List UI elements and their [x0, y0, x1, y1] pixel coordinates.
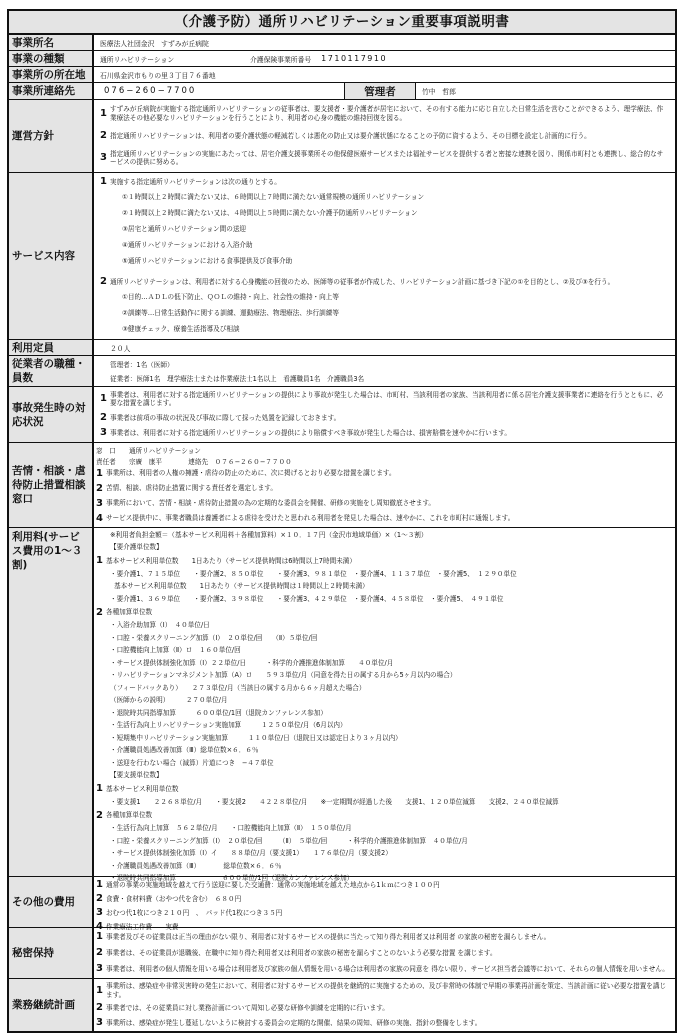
care-addition: ・生活行為向上リハビリテーション実施加算 １２５０単位/月（6月以内）	[110, 721, 347, 729]
contact-label: 事業所連絡先	[9, 83, 94, 99]
item-number: 3	[96, 963, 103, 974]
service-item	[100, 277, 669, 287]
service-subitem: ①１時間以上２時間に満たない又は、６時間以上７時間に満たない通常規模の通所リハビリテーション	[122, 193, 425, 201]
bcp-cell	[94, 979, 675, 1031]
care-addition: ・入浴介助加算（Ⅰ） ４０単位/日	[110, 621, 210, 629]
care-addition: ・退院時共同指導加算 ６００単位/1回（退院カンファレンス参加）	[110, 708, 327, 717]
care-addition: （フィードバックあり） ２７３単位/月（当該日の属する月から６ヶ月超えた場合）	[110, 683, 366, 692]
item-text: おむつ代1枚につき２１０円 、 パッド代1枚につき３５円	[106, 908, 283, 917]
business-type-value: 通所リハビリテーション	[100, 55, 175, 64]
complaint-responsible: 責任者 宗廣 康平 連絡先 ０７６−２６０−７７００	[96, 457, 292, 466]
item-text: 指定通所リハビリテーションは、利用者の要介護状態の軽減若しくは悪化の防止又は要介護状態になることの予防に資するよう、その目標を設定し計画的に行う。	[110, 131, 591, 140]
support-basic-item	[96, 784, 669, 794]
office-name-label: 事業所名	[9, 35, 94, 50]
policy-row	[9, 100, 675, 173]
complaint-item	[96, 484, 669, 494]
item-number: 2	[96, 482, 103, 494]
item-text: 実施する指定通所リハビリテーションは次の通りとする。	[110, 177, 281, 186]
service-subitem: ⑤通所リハビリテーションにおける食事提供及び食事介助	[122, 257, 293, 265]
accident-row	[9, 387, 675, 443]
support-addition: ・生活行為向上加算 ５６２単位/月 ・口腔機能向上加算（Ⅱ） １５０単位/月	[110, 824, 352, 832]
confidentiality-label: 秘密保持	[9, 928, 94, 978]
item-number: 4	[96, 921, 103, 932]
item-number: 2	[96, 809, 103, 821]
policy-label: 運営方針	[9, 100, 94, 172]
policy-item	[100, 105, 669, 122]
item-number: 2	[96, 947, 103, 958]
item-text: 基本サービス利用単位数	[106, 784, 179, 793]
contact-cell	[94, 83, 675, 99]
manager-label: 管理者	[344, 83, 416, 99]
fee-formula: ※利用者負担金額＝（基本サービス利用料＋各種加算料）×１０．１７円（金沢市地域単価）×（1〜３割）	[110, 530, 428, 539]
item-text: 事業者は、その従業員が退職後、在職中に知り得た利用者又は利用者の家族の秘密を漏らすことのないよう必要な措置 を講じます。	[106, 948, 497, 957]
item-text: 作業療法工作費 実費	[106, 922, 179, 931]
complaint-item	[96, 514, 669, 524]
care-basic-short-units: ・要介護1、３６９単位 ・要介護2、３９８単位 ・要介護3、４２９単位 ・要介護4、４５８単位 ・要介護5、 ４９１単位	[110, 594, 504, 603]
service-label: サービス内容	[9, 173, 94, 339]
policy-item	[100, 150, 669, 167]
complaint-row	[9, 443, 675, 528]
accident-item	[100, 428, 669, 438]
care-units-header: 【要介護単位数】	[110, 543, 163, 551]
item-text: 食費・食材料費（おやつ代を含む） ６８０円	[106, 894, 242, 903]
item-number: 3	[100, 427, 107, 439]
support-addition: ・退院時共同指導加算 ６００単位/1回（退院カンファレンス参加）	[110, 874, 354, 882]
item-text: 事業所は、感染症が発生し蔓延しないように検討する委員会の定期的な開催、結果の周知、研修の実施、指針の整備をします。	[106, 1018, 482, 1027]
office-name-row	[9, 35, 675, 51]
care-addition-item	[96, 608, 669, 618]
item-text: 各種加算単位数	[106, 811, 153, 820]
item-number: 3	[96, 497, 103, 509]
address-value: 石川県金沢市もりの里３丁目７６番地	[100, 71, 216, 80]
complaint-label: 苦情・相談・虐待防止措置相談窓口	[9, 443, 94, 527]
bcp-row	[9, 979, 675, 1031]
policy-cell	[94, 100, 675, 172]
address-row	[9, 67, 675, 83]
business-type-row	[9, 51, 675, 67]
item-text: サービス提供中に、事業者職員は養護者による虐待を受けたと思われる利用者を発見した場合は、速やかに、これを市町村に通報します。	[106, 514, 515, 523]
item-text: 基本サービス利用単位数 1日あたり（サービス提供時間は6時間以上7時間未満）	[106, 556, 356, 565]
service-subitem: ③健康チェック、療養生活指導及び相談	[122, 325, 240, 333]
item-text: 各種加算単位数	[106, 608, 153, 617]
item-number: 1	[96, 555, 103, 566]
item-number: 2	[100, 411, 107, 423]
care-addition: ・送迎を行わない場合（減算）片道につき −４７単位	[110, 758, 274, 767]
complaint-item	[96, 469, 669, 479]
insurance-number-label: 介護保険事業所番号	[250, 55, 312, 64]
care-basic-units: ・要介護1、７１５単位 ・要介護2、８５０単位 ・要介護3、９８１単位 ・要介護4、１１３７単位 ・要介護5、 １２９０単位	[110, 569, 517, 578]
service-subitem: ④通所リハビリテーションにおける入浴介助	[122, 241, 253, 249]
support-addition-item	[96, 811, 669, 821]
policy-item	[100, 131, 669, 141]
confidentiality-row	[9, 928, 675, 979]
item-text: 苦情、相談、虐待防止措置に関する責任者を選定します。	[106, 484, 277, 493]
support-units-header: 【要支援単位数】	[110, 771, 163, 779]
item-number: 2	[96, 1002, 103, 1014]
care-addition: ・口腔・栄養スクリーニング加算（Ⅰ） ２０単位/回 （Ⅱ）５単位/回	[110, 633, 318, 642]
item-number: 1	[96, 931, 103, 942]
bcp-item	[96, 1018, 669, 1028]
accident-item	[100, 391, 669, 408]
care-addition: ・口腔機能向上加算（Ⅱ）ロ １６０単位/回	[110, 646, 241, 654]
confidentiality-cell	[94, 928, 675, 978]
business-type-line	[100, 54, 669, 64]
staff-workers: 従業者：医師1名 理学療法士または作業療法士1名以上 看護職員1名 介護職員3名	[110, 375, 365, 383]
support-addition: ・サービス提供体制強化加算（Ⅰ）イ ８８単位/月（要支援1） １７６単位/月（要支援2）	[110, 849, 392, 857]
fees-label: 利用料(サービス費用の1〜３割)	[9, 528, 94, 876]
item-text: 事業者は前項の事故の状況及び事故に際して採った処置を記録しておきます。	[110, 413, 341, 422]
support-addition: ・口腔・栄養スクリーニング加算（Ⅰ） ２０単位/回 （Ⅱ） ５単位/回 ・科学的介護推進体制加算 ４０単位/月	[110, 836, 468, 845]
other-fees-cell	[94, 874, 675, 932]
capacity-value: ２０人	[110, 344, 131, 353]
office-phone: 076−260−7700	[104, 86, 197, 96]
care-addition: ・短期集中リハビリテーション実施加算 １１０単位/日（退院日又は認定日より３ヶ月以内）	[110, 733, 402, 742]
item-number: 2	[100, 276, 107, 287]
item-number: 3	[96, 907, 103, 918]
support-basic-units: ・要支援1 ２２６８単位/月 ・要支援2 ４２２８単位/月 ※一定期間が経過した後 支援1、１２０単位減算 支援2、２４０単位減算	[110, 797, 559, 806]
other-fees-label: その他の費用	[9, 877, 94, 927]
complaint-cell	[94, 443, 675, 527]
other-fee-item	[96, 908, 669, 918]
confidentiality-item	[96, 964, 669, 974]
bcp-label: 業務継続計画	[9, 979, 94, 1031]
accident-label: 事故発生時の対応状況	[9, 387, 94, 442]
item-text: 事業所は、利用者の人権の擁護・虐待の防止のために、次に掲げるとおり必要な措置を講じます。	[106, 469, 396, 478]
item-number: 1	[100, 176, 107, 187]
fees-cell	[94, 528, 675, 882]
staff-row	[9, 356, 675, 387]
item-number: 2	[100, 129, 107, 141]
care-addition: ・リハビリテーションマネジメント加算（A）ロ ５９３単位/月（同意を得た日の属する月から5ヶ月以内の場合）	[110, 671, 457, 679]
item-number: 3	[96, 1016, 103, 1028]
care-addition: ・介護職員処遇改善加算（Ⅲ）総単位数×６．６％	[110, 746, 259, 754]
business-type-label: 事業の種類	[9, 51, 94, 66]
item-text: すずみが丘病院が実施する指定通所リハビリテーションの従事者は、要支援者・要介護者が居宅において、その有する能力に応じ自立した日常生活を営むことができるよう、理学療法、作業療法その他必要なリハビリテーションを行うことにより、利用者の心身の機能の維持回復を図る。	[110, 105, 664, 122]
capacity-label: 利用定員	[9, 340, 94, 355]
item-number: 2	[96, 893, 103, 904]
item-number: 1	[96, 879, 103, 890]
confidentiality-item	[96, 948, 669, 958]
item-number: 3	[100, 152, 107, 164]
item-number: 1	[96, 467, 103, 479]
support-addition: ・介護職員処遇改善加算（Ⅲ） 総単位数×６．６％	[110, 861, 282, 870]
item-text: 通常の事業の実施地域を越えて行う送迎に要した交通費：通常の実施地域を越えた地点から1ｋｍにつき１００円	[106, 880, 440, 889]
item-number: 1	[96, 783, 103, 794]
item-text: 事業者は、利用者の個人情報を用いる場合は利用者及び家族の個人情報を用いる場合は利用者の家族の同意を 得ない限り、サービス担当者会議等において、それらの個人情報を用いません。	[106, 964, 669, 973]
item-number: 1	[100, 107, 107, 119]
item-number: 1	[96, 984, 103, 996]
service-subitem: ③居宅と通所リハビリテーション間の送迎	[122, 225, 247, 233]
service-subitem: ②訓練等…日常生活動作に関する訓練、運動療法、物理療法、歩行訓練等	[122, 309, 339, 317]
accident-item	[100, 413, 669, 423]
item-text: 事業所において、苦情・相談・虐待防止措置の為の定期的な委員会を開催、研修の実施をし周知徹底させます。	[106, 499, 436, 508]
care-basic-item	[96, 556, 669, 566]
confidentiality-item	[96, 932, 669, 942]
fees-row	[9, 528, 675, 882]
accident-cell	[94, 387, 675, 442]
capacity-row	[9, 340, 675, 356]
document-title: （介護予防）通所リハビリテーション重要事項説明書	[9, 11, 675, 35]
staff-cell	[94, 356, 675, 386]
bcp-item	[96, 982, 669, 999]
address-label: 事業所の所在地	[9, 67, 94, 82]
complaint-item	[96, 499, 669, 509]
service-item	[100, 177, 669, 187]
service-row	[9, 173, 675, 340]
item-number: 2	[96, 606, 103, 618]
service-subitem: ②１時間以上２時間に満たない又は、４時間以上５時間に満たない介護予防通所リハビリテーション	[122, 209, 418, 217]
manager-name: 竹中 哲郎	[422, 88, 456, 96]
item-text: 事業者では、その従業員に対し業務計画について周知し必要な研修や訓練を定期的に行います。	[106, 1004, 389, 1013]
item-text: 事業所は、感染症や非常災害時の発生において、利用者に対するサービスの提供を継続的に実施するための、及び非常時の体制で早期の事業再計画を策定、当該計画に従い必要な措置を講じます。	[106, 982, 667, 999]
other-fee-item	[96, 894, 669, 904]
item-text: 事業者及びその従業員は正当の理由がない限り、利用者に対するサービスの提供に当たって知り得た利用者又は利用者 の家族の秘密を漏らしません。	[106, 932, 551, 941]
other-fees-row	[9, 874, 675, 932]
important-matters-document	[7, 9, 677, 1033]
bcp-item	[96, 1003, 669, 1013]
insurance-number-value: 1710117910	[321, 54, 388, 63]
care-addition: ・サービス提供体制強化加算（Ⅰ）２２単位/日 ・科学的介護推進体制加算 ４０単位/月	[110, 658, 394, 667]
staff-label: 従業者の職種・員数	[9, 356, 94, 386]
item-text: 事業者は、利用者に対する指定通所リハビリテーションの提供により賠償すべき事故が発生した場合は、損害賠償を速やかに行います。	[110, 429, 511, 438]
item-text: 通所リハビリテーションは、利用者に対する心身機能の回復のため、医師等の従事者が作成した、リハビリテーション計画に基づき下記の①を目的とし、②及び③を行う。	[110, 277, 615, 286]
contact-row	[9, 83, 675, 100]
item-text: 事業者は、利用者に対する指定通所リハビリテーションの提供により事故が発生した場合は、市町村、当該利用者の家族、当該利用者に係る居宅介護支援事業者に連絡を行うとともに、必要な措置を講じます。	[110, 390, 664, 408]
staff-manager: 管理者：1名（医師）	[110, 361, 174, 369]
care-addition: （医師からの説明） ２７０単位/月	[110, 696, 228, 704]
service-cell	[94, 173, 675, 339]
other-fee-item	[96, 880, 669, 890]
service-subitem: ①目的…ＡＤＬの低下防止、ＱＯＬの維持・向上、社会性の維持・向上等	[122, 293, 339, 301]
item-text: 指定通所リハビリテーションの実施にあたっては、居宅介護支援事業所その他保健医療サービスまたは福祉サービスを提供する者と密接な連携を図り、関係市町村とも連携し、総合的なサービスの提供に努める。	[110, 149, 664, 167]
item-number: 1	[100, 393, 107, 405]
item-number: 4	[96, 512, 103, 524]
office-name-value: 医療法人社団金沢 すずみが丘病院	[100, 39, 209, 48]
care-basic-short: 基本サービス利用単位数 1日あたり（サービス提供時間は１時間以上２時間未満）	[114, 582, 369, 590]
complaint-window: 窓 口 通所リハビリテーション	[96, 446, 201, 455]
business-type-cell	[94, 51, 675, 66]
